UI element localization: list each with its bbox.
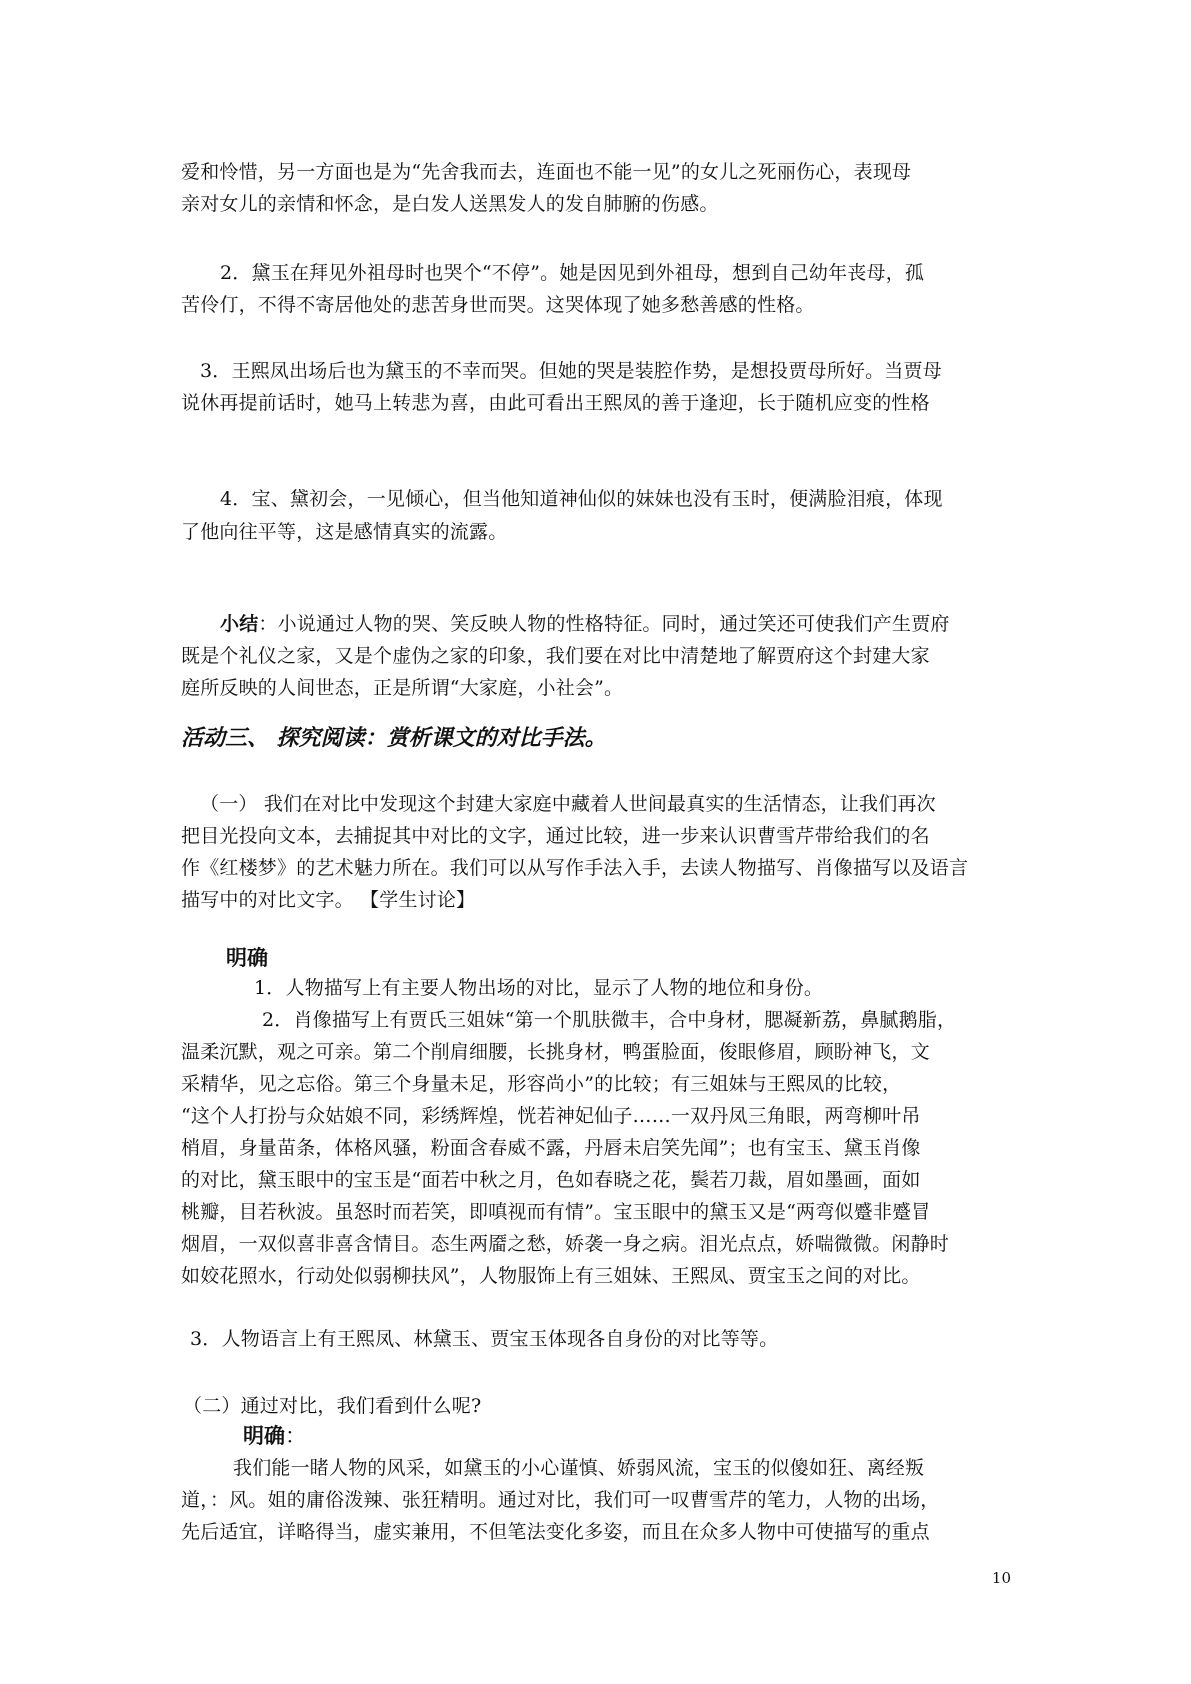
summary-line [220,610,950,638]
paragraph-line: 我们能一睹人物的风采，如黛玉的小心谨慎、娇弱风流，宝玉的似傻如狂、离经叛 [233,1457,925,1479]
paragraph-line: 梢眉，身量苗条，体格风骚，粉面含春威不露，丹唇未启笑先闻”；也有宝玉、黛玉肖像 [181,1137,921,1159]
paragraph-line: 1．人物描写上有主要人物出场的对比，显示了人物的地位和身份。 [254,977,824,999]
paragraph-line: 4．宝、黛初会，一见倾心，但当他知道神仙似的妹妹也没有玉时，便满脸泪痕，体现 [220,488,943,510]
paragraph-line: 说休再提前话时，她马上转悲为喜，由此可看出王熙凤的善于逢迎，长于随机应变的性格 [181,392,930,414]
paragraph-line: 了他向往平等，这是感情真实的流露。 [181,521,508,543]
paragraph-line: “这个人打扮与众姑娘不同，彩绣辉煌，恍若神妃仙子……一双丹凤三角眼，两弯柳叶吊 [181,1105,921,1127]
paragraph-line: 既是个礼仪之家，又是个虚伪之家的印象，我们要在对比中清楚地了解贾府这个封建大家 [181,645,930,667]
summary-text: ：小说通过人物的哭、笑反映人物的性格特征。同时，通过笑还可使我们产生贾府 [258,613,950,635]
paragraph-line: 描写中的对比文字。 【学生讨论】 [181,889,476,911]
paragraph-line: 庭所反映的人间世态，正是所谓“大家庭，小社会”。 [181,677,624,699]
heading-colon: ： [285,1424,306,1448]
paragraph-line: 3．王熙凤出场后也为黛玉的不幸而哭。但她的哭是装腔作势，是想投贾母所好。当贾母 [200,360,942,382]
paragraph-line: 亲对女儿的亲情和怀念，是白发人送黑发人的发自肺腑的伤感。 [181,193,719,215]
paragraph-line: 如姣花照水，行动处似弱柳扶风”，人物服饰上有三姐妹、王熙凤、贾宝玉之间的对比。 [181,1265,921,1287]
paragraph-line: 2．肖像描写上有贾氏三姐妹“第一个肌肤微丰，合中身材，腮凝新荔，鼻腻鹅脂， [262,1009,957,1031]
paragraph-line: 先后适宜，详略得当，虚实兼用，不但笔法变化多姿，而且在众多人物中可使描写的重点 [181,1521,930,1543]
paragraph-line: 作《红楼梦》的艺术魅力所在。我们可以从写作手法入手，去读人物描写、肖像描写以及语言 [181,857,969,879]
paragraph-line: （二）通过对比，我们看到什么呢? [183,1395,482,1417]
paragraph-line: 采精华，见之忘俗。第三个身量未足，形容尚小”的比较；有三姐妹与王熙凤的比较， [181,1073,902,1095]
paragraph-line: 把目光投向文本，去捕捉其中对比的文字，通过比较，进一步来认识曹雪芹带给我们的名 [181,825,930,847]
page-number: 10 [991,1569,1011,1587]
paragraph-line: 3．人物语言上有王熙凤、林黛玉、贾宝玉体现各自身份的对比等等。 [190,1328,779,1350]
heading-mingque: 明确 [226,945,268,970]
heading-mingque-2 [243,1422,306,1450]
paragraph-line: 2．黛玉在拜见外祖母时也哭个“不停”。她是因见到外祖母，想到自己幼年丧母，孤 [220,262,925,284]
paragraph-line: 烟眉，一双似喜非喜含情目。态生两靥之愁，娇袭一身之病。泪光点点，娇喘微微。闲静时 [181,1233,950,1255]
paragraph-line: 桃瓣，目若秋波。虽怒时而若笑，即嗔视而有情”。宝玉眼中的黛玉又是“两弯似蹙非蹙冒 [181,1201,931,1223]
paragraph-line: 道，：风。姐的庸俗泼辣、张狂精明。通过对比，我们可一叹曹雪芹的笔力，人物的出场， [181,1489,940,1511]
paragraph-line: 苦伶仃，不得不寄居他处的悲苦身世而哭。这哭体现了她多愁善感的性格。 [181,294,815,316]
heading-text: 明确 [243,1423,285,1448]
paragraph-line: （一） 我们在对比中发现这个封建大家庭中藏着人世间最真实的生活情态，让我们再次 [200,793,936,815]
section-title: 活动三、 探究阅读：赏析课文的对比手法。 [181,725,607,751]
summary-label: 小结 [220,613,259,635]
paragraph-line: 爱和怜惜，另一方面也是为“先舍我而去，连面也不能一见”的女儿之死丽伤心，表现母 [181,161,912,183]
paragraph-line: 的对比，黛玉眼中的宝玉是“面若中秋之月，色如春晓之花，鬓若刀裁，眉如墨画，面如 [181,1169,921,1191]
paragraph-line: 温柔沉默，观之可亲。第二个削肩细腰，长挑身材，鸭蛋脸面，俊眼修眉，顾盼神飞，文 [181,1041,930,1063]
